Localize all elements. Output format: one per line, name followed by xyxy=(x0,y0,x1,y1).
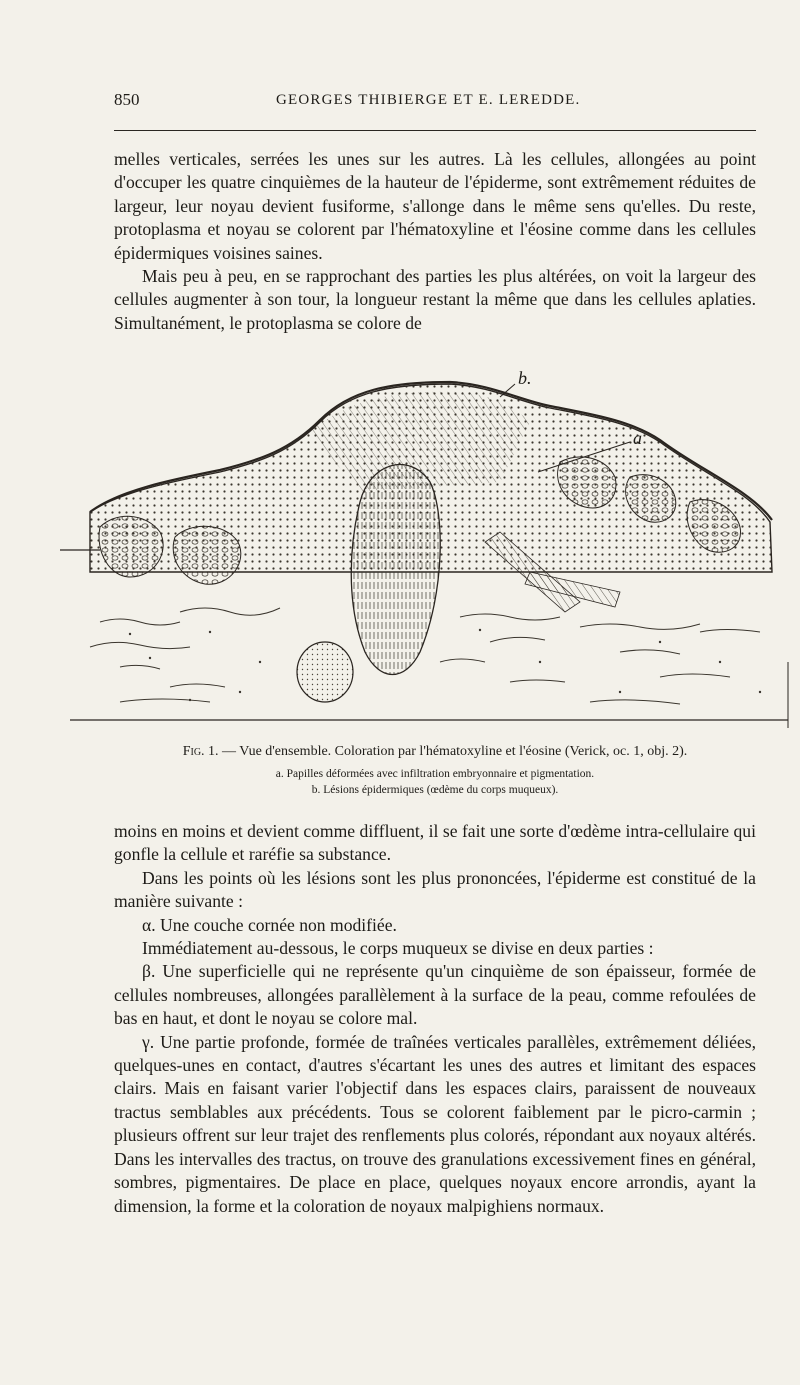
histology-figure xyxy=(60,362,796,742)
caption-note-b: b. Lésions épidermiques (œdème du corps muqueux). xyxy=(311,784,559,796)
page-number: 850 xyxy=(114,90,140,109)
text-after-figure xyxy=(114,820,756,1218)
paragraph: Dans les points où les lésions sont les plus prononcées, l'épiderme est constitué de la manière suivante : xyxy=(114,867,756,912)
paragraph: melles verticales, serrées les unes sur les autres. Là les cellules, allongées au point d'occuper les quatre cinquièmes de la hauteur de l'épiderme, sont extrêmement réduites de largeur, leur noyau devient fusiforme, s'allonge dans le même sens qu'elles. Du reste, protoplasma et noyau se colorent par l'hématoxyline et l'éosine comme dans les cellules épidermiques voisines saines. xyxy=(114,149,756,263)
paragraph: β. Une superficielle qui ne représente qu'un cinquième de son épaisseur, formée de cellules nombreuses, allongées parallèlement à la surface de la peau, comme refoulées de bas en haut, et dont le noyau se colore mal. xyxy=(114,961,756,1029)
caption-note-a: a. Papilles déformées avec infiltration embryonnaire et pigmentation. xyxy=(275,768,595,780)
histology-drawing xyxy=(60,362,796,742)
text-before-figure xyxy=(114,148,756,335)
caption-line xyxy=(114,744,756,760)
caption-label: Fig. 1. xyxy=(182,744,219,759)
paragraph: moins en moins et devient comme diffluent, il se fait une sorte d'œdème intra-cellulaire qui gonfle la cellule et raréfie sa substance. xyxy=(114,821,756,865)
figure-caption xyxy=(114,744,756,798)
paragraph: Mais peu à peu, en se rapprochant des parties les plus altérées, on voit la largeur des cellules augmenter à son tour, la longueur restant la même que dans les cellules aplaties. Simultanément, le protoplasma se colore de xyxy=(114,266,756,333)
figure-label-a: a xyxy=(633,428,642,448)
caption-text: — Vue d'ensemble. Coloration par l'hématoxyline et l'éosine (Verick, oc. 1, obj. 2). xyxy=(222,744,688,759)
paragraph: α. Une couche cornée non modifiée. xyxy=(142,914,397,935)
running-head: GEORGES THIBIERGE ET E. LEREDDE. xyxy=(276,92,581,108)
page-header xyxy=(114,90,756,116)
figure-label-b: b. xyxy=(518,368,532,388)
paragraph: Immédiatement au-dessous, le corps muqueux se divise en deux parties : xyxy=(142,938,654,959)
header-rule xyxy=(114,130,756,131)
paragraph: γ. Une partie profonde, formée de traînées verticales parallèles, extrêmement déliées, quelques-unes en contact, d'autres s'écartant les unes des autres et limitant des espaces clairs. Mais en faisant varier l'objectif dans les espaces clairs, paraissent de nouveaux tractus semblables aux précédents. Tous se colorent faiblement par le picro-carmin ; plusieurs offrent sur leur trajet des renflements plus colorés, répondant aux noyaux altérés. Dans les intervalles des tractus, on trouve des granulations excessivement fines en général, sombres, pigmentaires. De place en place, quelques noyaux encore arrondis, ayant la dimension, la forme et la coloration de noyaux malpighiens normaux. xyxy=(114,1031,756,1216)
caption-notes xyxy=(114,766,756,798)
